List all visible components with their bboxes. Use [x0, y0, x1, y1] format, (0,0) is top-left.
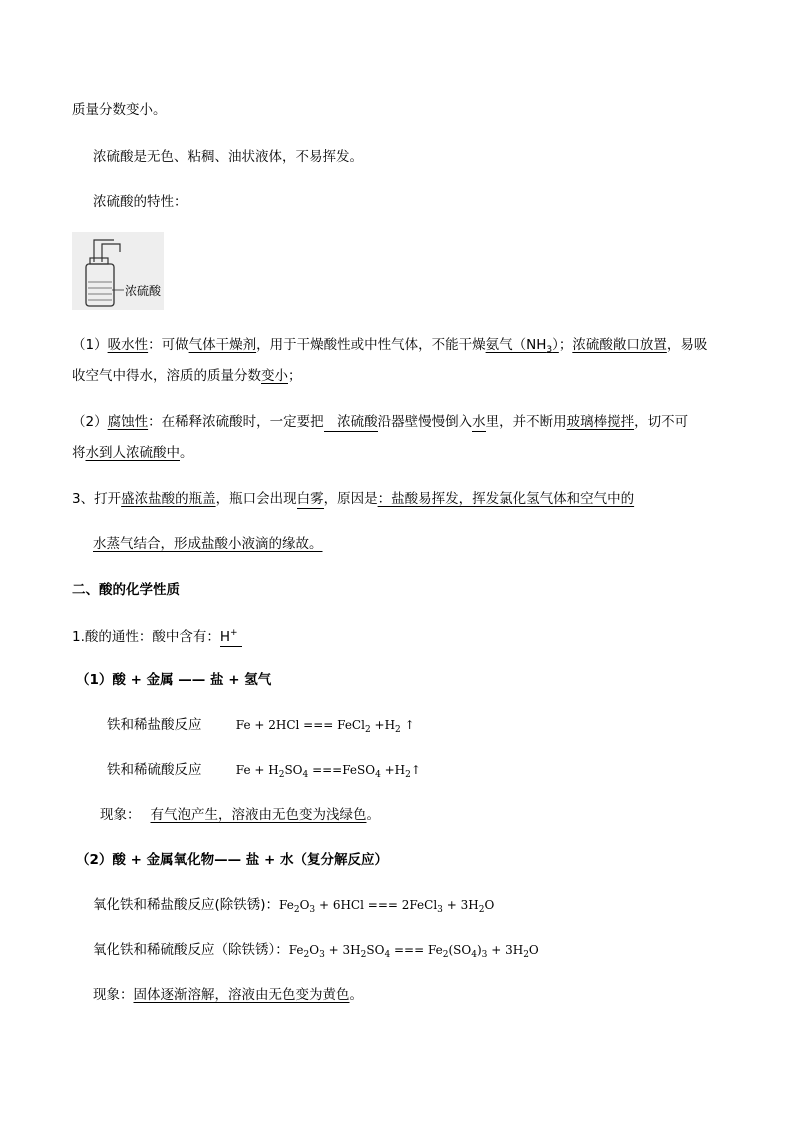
equation-iron-h2so4: $Fe + H_2SO_4$ ===FeSO$_4$ $+H_2↑$ — [235, 763, 421, 780]
figure-label: 浓硫酸 — [125, 284, 162, 298]
bottle-illustration — [72, 232, 164, 310]
text-line-mass-fraction: 质量分数变小。 — [72, 102, 167, 118]
corrosive-paragraph-line1: （2）腐蚀性：在稀释浓硫酸时，一定要把 浓硫酸沿器壁慢慢倒入水里，并不断用玻璃棒搅拌，切不可 — [72, 414, 689, 430]
acid-common-property-line: 1.酸的通性：酸中含有：H+ — [72, 624, 242, 647]
reaction-heading-acid-metal: （1）酸 + 金属 —— 盐 + 氢气 — [76, 672, 272, 688]
hydrochloric-paragraph-line2: 水蒸气结合，形成盐酸小液滴的缘故。 — [93, 536, 323, 552]
hydrogen-ion-blank: H+ — [220, 624, 242, 647]
reaction-iron-hydrochloric: 铁和稀盐酸反应 Fe + 2HCl === FeCl$_2$ $+H_2$ ↑ — [107, 717, 415, 735]
equation-fe2o3-h2so4: $Fe_2O_3 + 3H_2SO_4$ === $Fe_2(SO_4)_3 + 3H_2O$ — [288, 943, 539, 960]
hygroscopic-paragraph-line1: （1）吸水性：可做气体干燥剂，用于干燥酸性或中性气体，不能干燥氨气$(NH_3)$；浓硫酸敞口放置，易吸 — [72, 337, 708, 355]
reaction-heading-acid-metal-oxide: （2）酸 + 金属氧化物—— 盐 + 水（复分解反应） — [76, 852, 389, 868]
equation-fe2o3-hcl: $Fe_2O_3 + 6HCl$ === 2FeCl$_3$ + $3H_2O$ — [279, 898, 495, 915]
phenomenon-acid-metal-oxide: 现象：固体逐渐溶解，溶液由无色变为黄色。 — [93, 987, 363, 1003]
reaction-iron-oxide-hydrochloric: 氧化铁和稀盐酸反应(除铁锈)：$Fe_2O_3 + 6HCl$ === 2FeCl$_3$ + $3H_2O$ — [93, 897, 495, 915]
hydrochloric-paragraph-line1: 3、打开盛浓盐酸的瓶盖，瓶口会出现白雾，原因是：盐酸易挥发，挥发氯化氢气体和空气中的 — [72, 491, 635, 507]
ammonia-formula: 氨气$(NH_3)$ — [485, 337, 559, 355]
corrosive-paragraph-line2: 将水到人浓硫酸中。 — [72, 445, 194, 461]
hygroscopic-paragraph-line2: 收空气中得水，溶质的质量分数变小； — [72, 368, 302, 384]
gas-washing-bottle-figure — [72, 232, 164, 310]
equation-iron-hcl: Fe + 2HCl === FeCl$_2$ $+H_2$ ↑ — [235, 718, 415, 735]
section-heading-acid-chemical-properties: 二、酸的化学性质 — [72, 582, 180, 598]
reaction-iron-sulfuric: 铁和稀硫酸反应 $Fe + H_2SO_4$ ===FeSO$_4$ $+H_2↑$ — [107, 762, 421, 780]
text-line-characteristics-heading: 浓硫酸的特性： — [93, 194, 188, 210]
phenomenon-acid-metal: 现象： 有气泡产生，溶液由无色变为浅绿色。 — [100, 807, 380, 823]
text-line-properties: 浓硫酸是无色、粘稠、油状液体，不易挥发。 — [93, 149, 363, 165]
reaction-iron-oxide-sulfuric: 氧化铁和稀硫酸反应（除铁锈）：$Fe_2O_3 + 3H_2SO_4$ === $Fe_2(SO_4)_3 + 3H_2O$ — [93, 942, 539, 960]
